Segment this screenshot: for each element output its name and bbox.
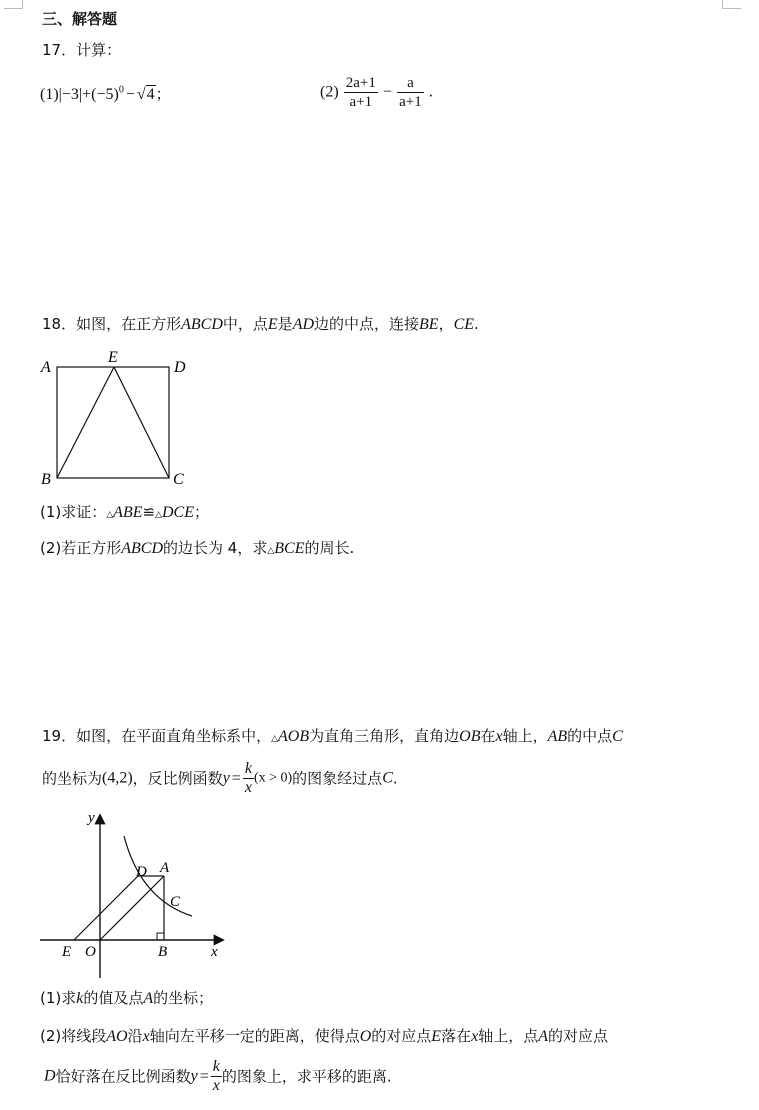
q19-p2-fraction-k-x: $\frac{k}{x}$ bbox=[212, 1058, 220, 1094]
q17-p1-radicand: 4 bbox=[146, 86, 155, 103]
q17-p2-frac1-den: a+1 bbox=[349, 94, 373, 110]
q17-p1-minus: − bbox=[125, 86, 135, 103]
corner-mark-right bbox=[722, 0, 741, 9]
q17-p2-end: . bbox=[428, 83, 433, 101]
q17-p2-frac2-den: a+1 bbox=[399, 94, 422, 110]
segment-ce bbox=[114, 367, 169, 478]
q17-p2-fraction1 bbox=[344, 74, 378, 111]
q18-square-figure bbox=[36, 346, 196, 488]
q19-part2-line1: (2)将线段AO沿x轴向左平移一定的距离，使得点O的对应点E落在x轴上，点A的对应点 bbox=[40, 1027, 609, 1045]
label-a: A bbox=[41, 359, 51, 376]
label-e: E bbox=[62, 944, 72, 960]
q17-p2-frac1-num: 2a+1 bbox=[345, 75, 376, 91]
label-d: D bbox=[174, 359, 186, 376]
label-a: A bbox=[160, 860, 170, 876]
q19-fraction-k-x: $\frac{k}{x}$ bbox=[244, 760, 252, 796]
label-b: B bbox=[158, 944, 168, 960]
label-y: y bbox=[88, 810, 95, 826]
q17-p2-label: (2) bbox=[320, 83, 339, 101]
right-angle-mark bbox=[157, 933, 164, 940]
segment-oa bbox=[100, 876, 164, 940]
label-c: C bbox=[170, 894, 181, 910]
q17-p2-frac2-num: a bbox=[397, 74, 424, 93]
section-title: 三、解答题 bbox=[42, 10, 118, 28]
q19-part2-line2: D恰好落在反比例函数y = $\frac{k}{x}$ 的图象上，求平移的距离. bbox=[44, 1058, 392, 1094]
q17-p1-label: (1) bbox=[40, 86, 59, 103]
q17-p1-abs: |−3| bbox=[58, 86, 83, 103]
label-b: B bbox=[41, 471, 51, 488]
q17-p2-fraction2 bbox=[397, 74, 424, 111]
segment-ed bbox=[74, 876, 138, 940]
q17-stem: 17．计算： bbox=[42, 41, 122, 59]
q17-p1-end: ； bbox=[155, 85, 171, 103]
sqrt-icon: √ bbox=[136, 86, 146, 103]
q17-p1-plus: + bbox=[82, 86, 92, 103]
label-o: O bbox=[85, 944, 96, 960]
square-abcd bbox=[57, 367, 169, 478]
q17-p1-paren: (−5) bbox=[91, 86, 119, 103]
q19-coordinate-figure bbox=[36, 806, 236, 982]
segment-be bbox=[57, 367, 114, 478]
q19-part1: (1)求k的值及点A的坐标； bbox=[40, 989, 214, 1007]
label-x: x bbox=[211, 944, 218, 960]
q17-part1 bbox=[40, 84, 171, 104]
q17-p2-minus: − bbox=[382, 83, 392, 101]
q17-p1-exp: 0 bbox=[118, 84, 124, 96]
q18-part1: (1)求证：△ABE≌△DCE； bbox=[40, 503, 210, 521]
q19-stem-line1: 19．如图，在平面直角坐标系中，△AOB为直角三角形，直角边OB在x轴上，AB的中点C bbox=[42, 727, 623, 745]
label-d: D bbox=[136, 864, 147, 880]
q17-part2 bbox=[320, 74, 433, 111]
label-e: E bbox=[108, 349, 118, 366]
q18-stem: 18．如图，在正方形ABCD中，点E是AD边的中点，连接BE，CE. bbox=[42, 315, 479, 333]
corner-mark-left bbox=[4, 0, 23, 9]
label-c: C bbox=[173, 471, 184, 488]
q18-part2: (2)若正方形ABCD的边长为 4，求△BCE的周长. bbox=[40, 539, 355, 557]
q19-stem-line2: 的坐标为(4,2)，反比例函数y = $\frac{k}{x}$ (x > 0)的图象经过点C. bbox=[42, 760, 398, 796]
